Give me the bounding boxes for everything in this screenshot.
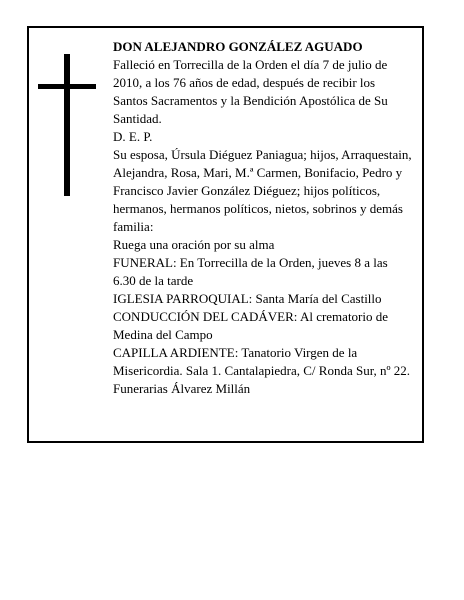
cross-icon-crossbar [38, 84, 96, 89]
family-statement: Su esposa, Úrsula Diéguez Paniagua; hijos, Arraquestain, Alejandra, Rosa, Mari, M.ª Carmen, Bonifacio, Pedro y Francisco Javier González Diéguez; hijos políticos, hermanos, hermanos políticos, nietos, sobrinos y demás familia: [113, 147, 412, 234]
death-statement: Falleció en Torrecilla de la Orden el día 7 de julio de 2010, a los 76 años de edad, después de recibir los Santos Sacramentos y la Bendición Apostólica de Su Santidad. [113, 57, 388, 126]
obituary-text [113, 38, 413, 398]
prayer-line: Ruega una oración por su alma [113, 237, 275, 252]
chapel-line: CAPILLA ARDIENTE: Tanatorio Virgen de la Misericordia. Sala 1. Cantalapiedra, C/ Ronda Sur, nº 22. [113, 345, 411, 378]
deceased-name: DON ALEJANDRO GONZÁLEZ AGUADO [113, 39, 363, 54]
conduction-line: CONDUCCIÓN DEL CADÁVER: Al crematorio de Medina del Campo [113, 309, 389, 342]
funeral-line: FUNERAL: En Torrecilla de la Orden, jueves 8 a las 6.30 de la tarde [113, 255, 388, 288]
dep-line: D. E. P. [113, 129, 153, 144]
funeral-home-line: Funerarias Álvarez Millán [113, 381, 251, 396]
cross-icon [64, 54, 70, 196]
church-line: IGLESIA PARROQUIAL: Santa María del Castillo [113, 291, 382, 306]
